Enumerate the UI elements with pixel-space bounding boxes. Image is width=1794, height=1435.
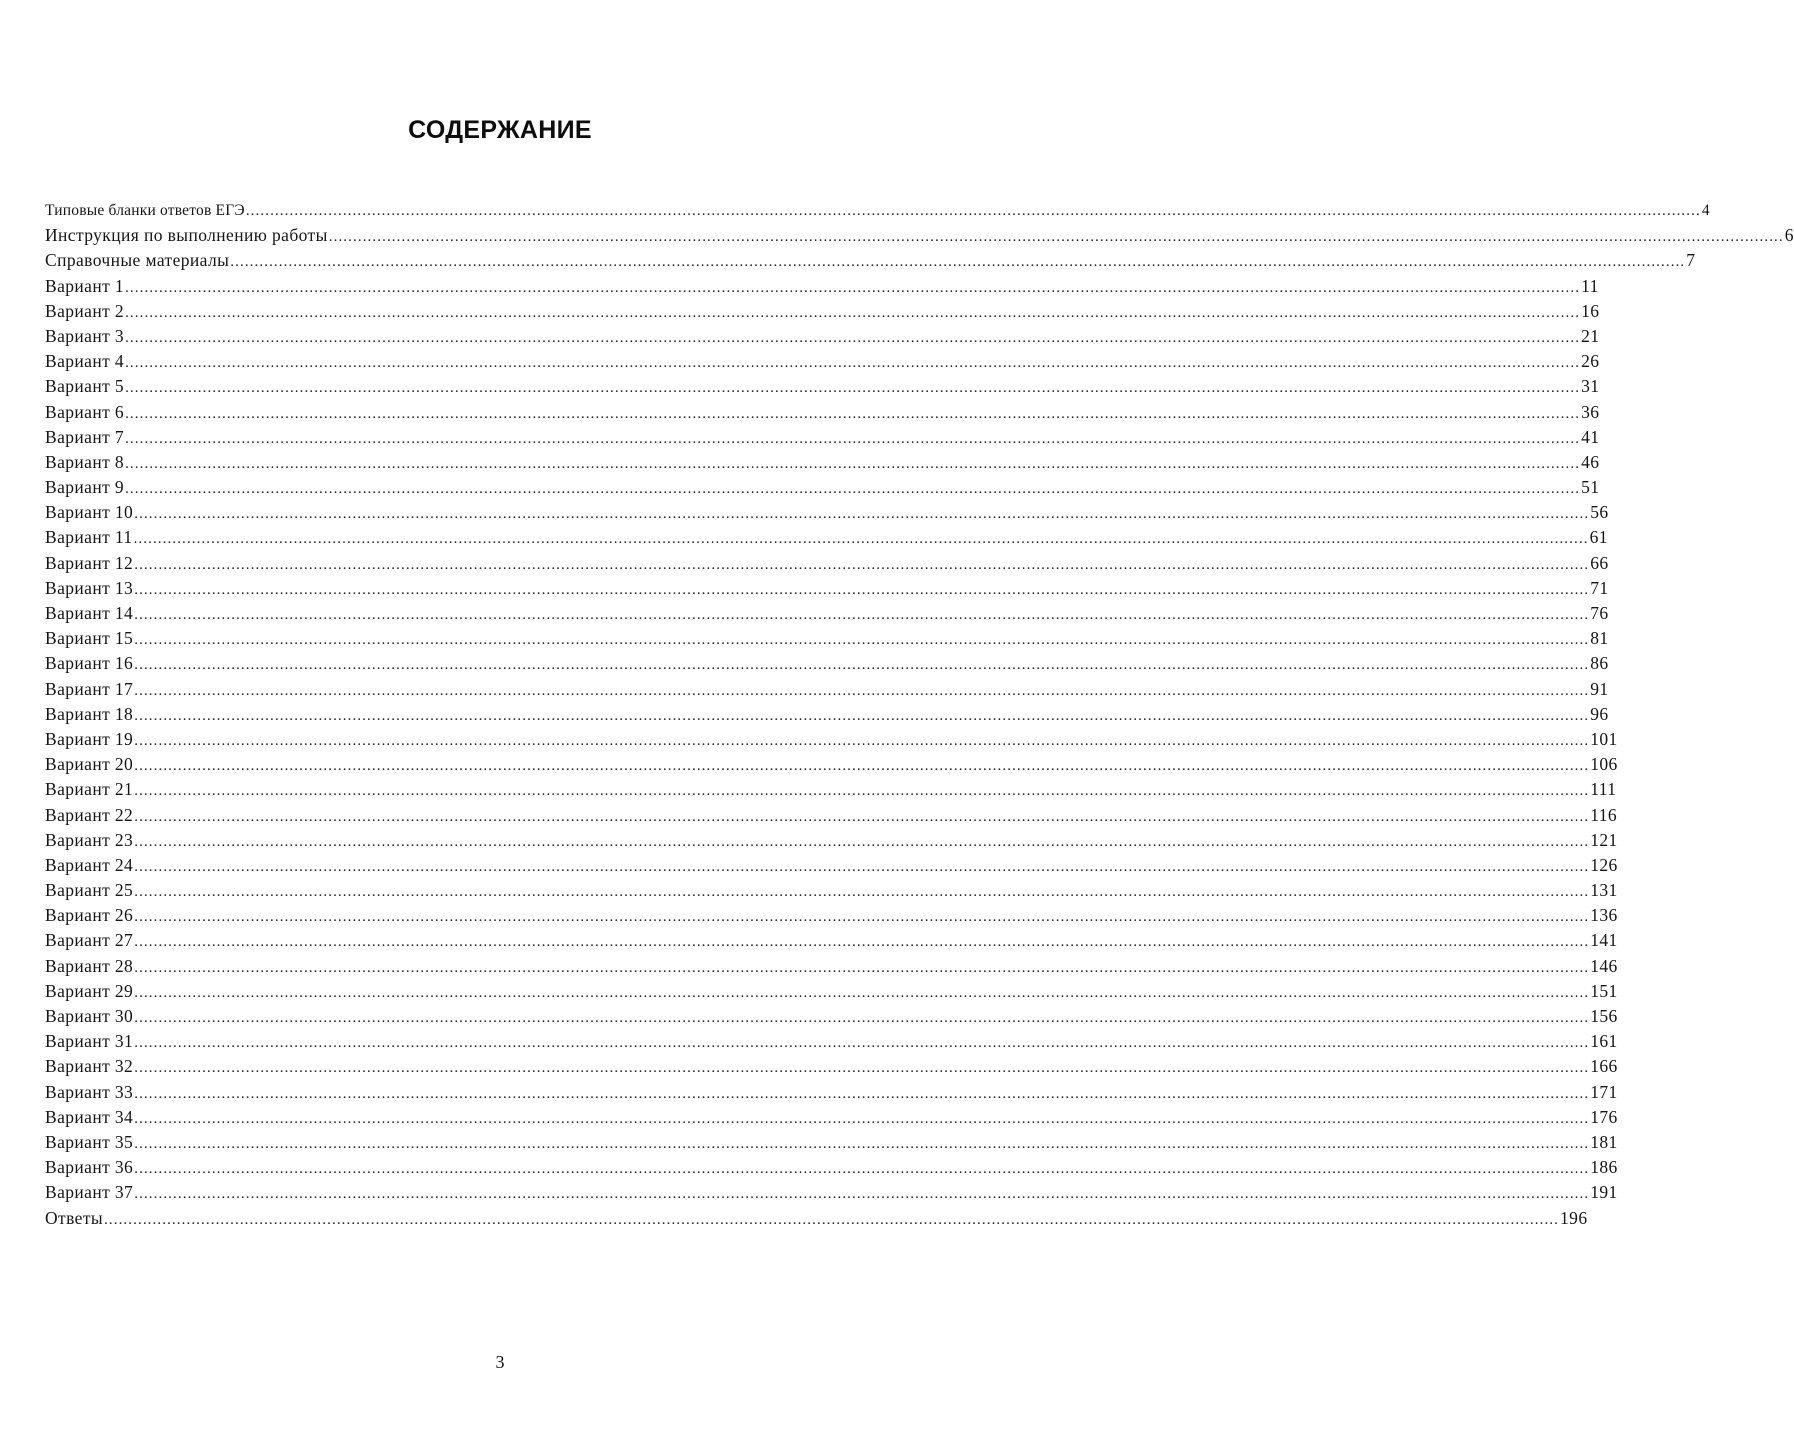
toc-entry[interactable] bbox=[45, 475, 1600, 500]
dot-leader: ............................................................................................................................................................................................................................................................................................................ bbox=[134, 632, 1590, 649]
toc-entry-label: Инструкция по выполнению работы bbox=[45, 225, 328, 246]
toc-entry-label: Вариант 29 bbox=[45, 980, 134, 1001]
dot-leader: ............................................................................................................................................................................................................................................................................................................ bbox=[134, 1135, 1590, 1152]
toc-entry[interactable] bbox=[45, 1004, 1618, 1029]
page-title: СОДЕРЖАНИЕ bbox=[408, 116, 592, 144]
toc-entry-page: 156 bbox=[1590, 1006, 1618, 1026]
toc-entry-label: Вариант 31 bbox=[45, 1031, 134, 1052]
toc-entry[interactable] bbox=[45, 1130, 1618, 1155]
toc-entry-label: Вариант 15 bbox=[45, 628, 134, 649]
dot-leader: ............................................................................................................................................................................................................................................................................................................ bbox=[133, 531, 1589, 548]
toc-entry[interactable] bbox=[45, 727, 1618, 752]
dot-leader: ............................................................................................................................................................................................................................................................................................................ bbox=[134, 858, 1590, 875]
toc-entry-label: Вариант 32 bbox=[45, 1056, 134, 1077]
dot-leader: ............................................................................................................................................................................................................................................................................................................ bbox=[134, 783, 1590, 800]
toc-entry[interactable] bbox=[45, 400, 1600, 425]
toc-entry[interactable] bbox=[45, 828, 1618, 853]
toc-entry-label: Вариант 33 bbox=[45, 1081, 134, 1102]
toc-entry-label: Вариант 28 bbox=[45, 955, 134, 976]
dot-leader: ............................................................................................................................................................................................................................................................................................................ bbox=[134, 707, 1590, 724]
toc-entry-page: 46 bbox=[1581, 451, 1600, 472]
toc-entry-page: 6 bbox=[1784, 225, 1794, 246]
toc-entry-label: Вариант 18 bbox=[45, 703, 134, 724]
dot-leader: ............................................................................................................................................................................................................................................................................................................ bbox=[125, 430, 1581, 447]
toc-entry-label: Типовые бланки ответов ЕГЭ bbox=[45, 202, 245, 219]
toc-entry[interactable] bbox=[45, 601, 1609, 626]
toc-entry[interactable] bbox=[45, 198, 1710, 223]
toc-entry[interactable] bbox=[45, 248, 1696, 273]
toc-entry-page: 71 bbox=[1590, 577, 1609, 598]
toc-entry[interactable] bbox=[45, 525, 1608, 550]
toc-entry[interactable] bbox=[45, 1080, 1618, 1105]
toc-entry-page: 166 bbox=[1590, 1056, 1618, 1077]
toc-entry-page: 11 bbox=[1581, 275, 1599, 296]
dot-leader: ............................................................................................................................................................................................................................................................................................................ bbox=[134, 1110, 1590, 1127]
dot-leader: ............................................................................................................................................................................................................................................................................................................ bbox=[125, 455, 1581, 472]
toc-entry[interactable] bbox=[45, 1155, 1618, 1180]
toc-entry[interactable] bbox=[45, 1180, 1618, 1205]
dot-leader: ............................................................................................................................................................................................................................................................................................................ bbox=[104, 1211, 1560, 1228]
toc-entry-page: 26 bbox=[1581, 351, 1600, 372]
dot-leader: ............................................................................................................................................................................................................................................................................................................ bbox=[125, 355, 1581, 372]
dot-leader: ............................................................................................................................................................................................................................................................................................................ bbox=[134, 1060, 1590, 1077]
dot-leader: ............................................................................................................................................................................................................................................................................................................ bbox=[134, 732, 1590, 749]
toc-entry-page: 181 bbox=[1590, 1131, 1618, 1152]
toc-entry-page: 21 bbox=[1581, 325, 1600, 346]
toc-entry-page: 121 bbox=[1590, 829, 1618, 850]
toc-entry-page: 61 bbox=[1589, 527, 1608, 548]
toc-entry-page: 106 bbox=[1590, 754, 1618, 775]
toc-entry-label: Вариант 37 bbox=[45, 1182, 134, 1203]
dot-leader: ............................................................................................................................................................................................................................................................................................................ bbox=[134, 1035, 1590, 1052]
toc-entry[interactable] bbox=[45, 1105, 1618, 1130]
dot-leader: ............................................................................................................................................................................................................................................................................................................ bbox=[134, 556, 1590, 573]
toc-entry-page: 131 bbox=[1590, 880, 1618, 901]
toc-entry-page: 81 bbox=[1590, 628, 1609, 649]
toc-entry-page: 96 bbox=[1590, 703, 1609, 724]
toc-entry-label: Вариант 13 bbox=[45, 577, 134, 598]
toc-entry-label: Вариант 8 bbox=[45, 451, 125, 472]
toc-entry-page: 76 bbox=[1590, 603, 1609, 623]
toc-entry[interactable] bbox=[45, 324, 1600, 349]
toc-entry-page: 111 bbox=[1590, 779, 1617, 800]
toc-entry-page: 4 bbox=[1701, 202, 1710, 219]
table-of-contents bbox=[45, 198, 1794, 1231]
toc-entry[interactable] bbox=[45, 223, 1794, 248]
toc-entry[interactable] bbox=[45, 450, 1600, 475]
toc-entry-label: Вариант 2 bbox=[45, 300, 125, 321]
toc-entry[interactable] bbox=[45, 349, 1600, 374]
toc-entry-page: 191 bbox=[1590, 1182, 1618, 1203]
toc-entry-label: Ответы bbox=[45, 1207, 104, 1228]
dot-leader: ............................................................................................................................................................................................................................................................................................................ bbox=[134, 607, 1590, 623]
dot-leader: ............................................................................................................................................................................................................................................................................................................ bbox=[125, 304, 1581, 321]
toc-entry-label: Вариант 5 bbox=[45, 376, 125, 397]
toc-entry-page: 41 bbox=[1581, 426, 1600, 447]
toc-entry-label: Вариант 21 bbox=[45, 779, 134, 800]
toc-entry-page: 101 bbox=[1590, 728, 1618, 749]
toc-entry-label: Вариант 1 bbox=[45, 275, 125, 296]
toc-entry[interactable] bbox=[45, 803, 1618, 828]
toc-entry-label: Вариант 14 bbox=[45, 603, 134, 623]
dot-leader: ............................................................................................................................................................................................................................................................................................................ bbox=[245, 203, 1701, 219]
dot-leader: ............................................................................................................................................................................................................................................................................................................ bbox=[125, 405, 1581, 422]
dot-leader: ............................................................................................................................................................................................................................................................................................................ bbox=[134, 581, 1590, 598]
dot-leader: ............................................................................................................................................................................................................................................................................................................ bbox=[125, 279, 1581, 296]
toc-entry-page: 176 bbox=[1590, 1106, 1618, 1127]
dot-leader: ............................................................................................................................................................................................................................................................................................................ bbox=[134, 833, 1590, 850]
toc-entry-label: Вариант 4 bbox=[45, 351, 125, 372]
dot-leader: ............................................................................................................................................................................................................................................................................................................ bbox=[134, 959, 1590, 976]
dot-leader: ............................................................................................................................................................................................................................................................................................................ bbox=[134, 934, 1590, 951]
toc-entry-page: 16 bbox=[1581, 300, 1600, 321]
toc-entry-page: 196 bbox=[1560, 1207, 1588, 1228]
toc-entry[interactable] bbox=[45, 752, 1618, 777]
dot-leader: ............................................................................................................................................................................................................................................................................................................ bbox=[125, 380, 1581, 397]
toc-entry-label: Вариант 6 bbox=[45, 401, 125, 422]
toc-entry-label: Вариант 36 bbox=[45, 1157, 134, 1178]
toc-entry-label: Вариант 24 bbox=[45, 854, 134, 875]
toc-entry-page: 151 bbox=[1590, 980, 1618, 1001]
toc-entry[interactable] bbox=[45, 500, 1609, 525]
dot-leader: ............................................................................................................................................................................................................................................................................................................ bbox=[134, 657, 1590, 674]
toc-entry-label: Вариант 10 bbox=[45, 502, 134, 523]
toc-entry[interactable] bbox=[45, 1206, 1588, 1231]
dot-leader: ............................................................................................................................................................................................................................................................................................................ bbox=[125, 481, 1581, 498]
toc-entry-label: Вариант 11 bbox=[45, 527, 133, 548]
toc-entry-page: 141 bbox=[1590, 930, 1618, 951]
toc-entry[interactable] bbox=[45, 979, 1618, 1004]
toc-entry[interactable] bbox=[45, 677, 1609, 702]
dot-leader: ............................................................................................................................................................................................................................................................................................................ bbox=[134, 1085, 1590, 1102]
dot-leader: ............................................................................................................................................................................................................................................................................................................ bbox=[134, 682, 1590, 699]
toc-entry-page: 56 bbox=[1590, 502, 1609, 523]
toc-entry-page: 31 bbox=[1581, 376, 1600, 397]
toc-entry[interactable] bbox=[45, 651, 1609, 676]
toc-entry-label: Вариант 34 bbox=[45, 1106, 134, 1127]
toc-entry-label: Вариант 17 bbox=[45, 678, 134, 699]
dot-leader: ............................................................................................................................................................................................................................................................................................................ bbox=[134, 984, 1590, 1001]
dot-leader: ............................................................................................................................................................................................................................................................................................................ bbox=[134, 1161, 1590, 1178]
dot-leader: ............................................................................................................................................................................................................................................................................................................ bbox=[134, 758, 1590, 775]
toc-entry-page: 66 bbox=[1590, 552, 1609, 573]
toc-entry-page: 7 bbox=[1686, 250, 1696, 271]
dot-leader: ............................................................................................................................................................................................................................................................................................................ bbox=[230, 254, 1686, 271]
toc-entry[interactable] bbox=[45, 374, 1600, 399]
toc-entry-label: Вариант 27 bbox=[45, 930, 134, 951]
toc-entry[interactable] bbox=[45, 928, 1618, 953]
toc-entry-page: 171 bbox=[1590, 1081, 1618, 1102]
toc-entry[interactable] bbox=[45, 274, 1599, 299]
toc-entry-label: Вариант 9 bbox=[45, 477, 125, 498]
toc-entry[interactable] bbox=[45, 551, 1609, 576]
dot-leader: ............................................................................................................................................................................................................................................................................................................ bbox=[134, 884, 1590, 901]
toc-entry-label: Вариант 35 bbox=[45, 1131, 134, 1152]
dot-leader: ............................................................................................................................................................................................................................................................................................................ bbox=[134, 506, 1590, 523]
toc-entry[interactable] bbox=[45, 702, 1609, 727]
toc-entry-page: 91 bbox=[1590, 678, 1609, 699]
toc-entry[interactable] bbox=[45, 903, 1618, 928]
toc-entry-page: 36 bbox=[1581, 401, 1600, 422]
toc-entry-page: 86 bbox=[1590, 653, 1609, 674]
toc-entry[interactable] bbox=[45, 626, 1609, 651]
dot-leader: ............................................................................................................................................................................................................................................................................................................ bbox=[125, 329, 1581, 346]
toc-entry-label: Вариант 26 bbox=[45, 905, 134, 926]
toc-entry-page: 161 bbox=[1590, 1031, 1618, 1052]
dot-leader: ............................................................................................................................................................................................................................................................................................................ bbox=[134, 1186, 1590, 1203]
toc-entry-page: 146 bbox=[1590, 955, 1618, 976]
dot-leader: ............................................................................................................................................................................................................................................................................................................ bbox=[134, 808, 1590, 825]
toc-entry-label: Вариант 23 bbox=[45, 829, 134, 850]
toc-entry-page: 51 bbox=[1581, 477, 1600, 498]
toc-entry[interactable] bbox=[45, 425, 1600, 450]
page-number: 3 bbox=[495, 1352, 505, 1372]
toc-entry[interactable] bbox=[45, 954, 1618, 979]
toc-entry-label: Вариант 30 bbox=[45, 1006, 134, 1026]
toc-entry[interactable] bbox=[45, 299, 1600, 324]
toc-entry-label: Вариант 16 bbox=[45, 653, 134, 674]
toc-entry[interactable] bbox=[45, 777, 1617, 802]
toc-entry-label: Справочные материалы bbox=[45, 250, 230, 271]
toc-entry[interactable] bbox=[45, 576, 1609, 601]
dot-leader: ............................................................................................................................................................................................................................................................................................................ bbox=[328, 229, 1784, 246]
toc-entry[interactable] bbox=[45, 853, 1618, 878]
toc-entry-page: 136 bbox=[1590, 905, 1618, 926]
toc-entry-page: 186 bbox=[1590, 1157, 1618, 1178]
toc-entry-page: 116 bbox=[1590, 804, 1618, 825]
toc-entry[interactable] bbox=[45, 1054, 1618, 1079]
dot-leader: ............................................................................................................................................................................................................................................................................................................ bbox=[134, 1010, 1590, 1026]
toc-entry-label: Вариант 19 bbox=[45, 728, 134, 749]
toc-entry-label: Вариант 3 bbox=[45, 325, 125, 346]
dot-leader: ............................................................................................................................................................................................................................................................................................................ bbox=[134, 909, 1590, 926]
toc-entry-page: 126 bbox=[1590, 854, 1618, 875]
toc-entry-label: Вариант 7 bbox=[45, 426, 125, 447]
toc-entry-label: Вариант 22 bbox=[45, 804, 134, 825]
toc-entry-label: Вариант 12 bbox=[45, 552, 134, 573]
toc-entry-label: Вариант 20 bbox=[45, 754, 134, 775]
toc-entry[interactable] bbox=[45, 878, 1618, 903]
toc-entry-label: Вариант 25 bbox=[45, 880, 134, 901]
toc-entry[interactable] bbox=[45, 1029, 1618, 1054]
